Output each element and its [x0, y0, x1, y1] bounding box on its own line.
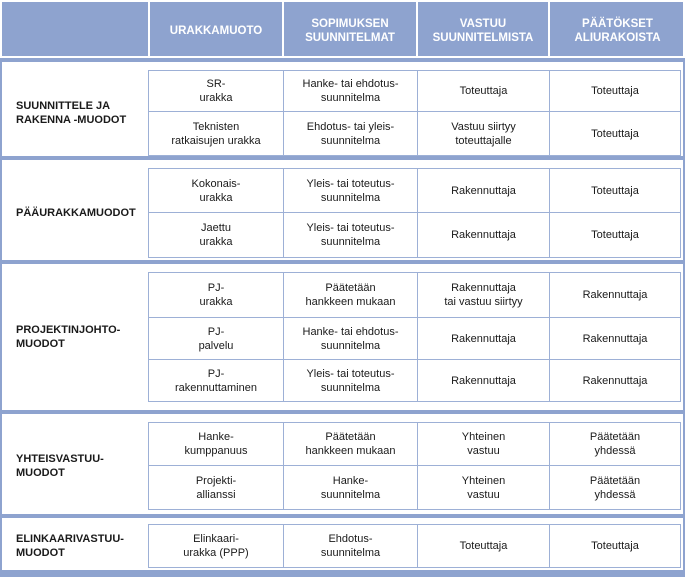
table-row	[148, 168, 681, 213]
cell-contract-plans: Hanke- tai ehdotus- suunnitelma	[283, 71, 417, 111]
table-row	[148, 524, 681, 568]
cell-contract-type: PJ- rakennuttaminen	[175, 367, 257, 394]
cell-contract-type: Jaettu urakka	[199, 222, 233, 248]
group-rows	[148, 168, 681, 258]
cell-plan-responsibility: Rakennuttaja	[417, 318, 549, 359]
cell-contract-plans: Päätetään hankkeen mukaan	[283, 273, 417, 317]
row-group	[0, 410, 685, 514]
cell-subcontract-decisions: Päätetään yhdessä	[549, 423, 680, 465]
cell-contract-type: SR- urakka	[199, 78, 233, 104]
row-group	[0, 156, 685, 260]
group-rows	[148, 524, 681, 568]
cell-subcontract-decisions: Rakennuttaja	[549, 360, 680, 401]
cell-subcontract-decisions: Toteuttaja	[549, 71, 680, 111]
cell-subcontract-decisions: Toteuttaja	[549, 112, 680, 155]
row-group	[0, 260, 685, 410]
cell-contract-plans: Ehdotus- tai yleis- suunnitelma	[283, 112, 417, 155]
cell-plan-responsibility: Toteuttaja	[417, 525, 549, 567]
cell-contract-type: Kokonais- urakka	[191, 177, 241, 204]
cell-plan-responsibility: Yhteinen vastuu	[417, 466, 549, 509]
cell-contract-type: Hanke- kumppanuus	[184, 431, 248, 457]
header-cell-group	[2, 2, 148, 60]
table-row	[148, 359, 681, 402]
header-cell-plan-responsibility: VASTUU SUUNNITELMISTA	[416, 2, 548, 60]
bottom-border	[0, 570, 685, 577]
cell-subcontract-decisions: Toteuttaja	[549, 213, 680, 257]
header-cell-contract-type: URAKKAMUOTO	[148, 2, 282, 60]
cell-subcontract-decisions: Toteuttaja	[549, 525, 680, 567]
cell-plan-responsibility: Rakennuttaja	[417, 360, 549, 401]
group-label: SUUNNITTELE JA RAKENNA -MUODOT	[16, 100, 127, 126]
cell-contract-type: Teknisten ratkaisujen urakka	[171, 120, 261, 147]
cell-subcontract-decisions: Päätetään yhdessä	[549, 466, 680, 509]
cell-contract-type: PJ- palvelu	[198, 325, 234, 352]
cell-subcontract-decisions: Rakennuttaja	[549, 273, 680, 317]
table-row	[148, 465, 681, 510]
cell-contract-plans: Hanke- tai ehdotus- suunnitelma	[283, 318, 417, 359]
cell-contract-type: Projekti- allianssi	[195, 474, 237, 501]
table-row	[148, 272, 681, 318]
cell-contract-type: PJ- urakka	[199, 282, 233, 308]
cell-plan-responsibility: Vastuu siirtyy toteuttajalle	[417, 112, 549, 155]
header-cell-subcontract-decisions: PÄÄTÖKSET ALIURAKOISTA	[548, 2, 685, 60]
table-row	[148, 422, 681, 466]
group-label: YHTEISVASTUU- MUODOT	[16, 453, 104, 479]
cell-plan-responsibility: Yhteinen vastuu	[417, 423, 549, 465]
cell-contract-plans: Päätetään hankkeen mukaan	[283, 423, 417, 465]
table-row	[148, 317, 681, 360]
cell-contract-type: Elinkaari- urakka (PPP)	[183, 533, 249, 559]
cell-plan-responsibility: Toteuttaja	[417, 71, 549, 111]
row-group	[0, 514, 685, 570]
group-rows	[148, 70, 681, 156]
table-row	[148, 111, 681, 156]
group-rows	[148, 422, 681, 510]
cell-subcontract-decisions: Toteuttaja	[549, 169, 680, 212]
group-label: PÄÄURAKKAMUODOT	[16, 207, 136, 219]
cell-contract-plans: Yleis- tai toteutus- suunnitelma	[283, 213, 417, 257]
cell-subcontract-decisions: Rakennuttaja	[549, 318, 680, 359]
group-label: ELINKAARIVASTUU- MUODOT	[16, 533, 124, 559]
row-group	[0, 58, 685, 156]
cell-contract-plans: Yleis- tai toteutus- suunnitelma	[283, 169, 417, 212]
cell-plan-responsibility: Rakennuttaja tai vastuu siirtyy	[417, 273, 549, 317]
cell-plan-responsibility: Rakennuttaja	[417, 213, 549, 257]
table-row	[148, 70, 681, 112]
cell-plan-responsibility: Rakennuttaja	[417, 169, 549, 212]
cell-contract-plans: Hanke- suunnitelma	[283, 466, 417, 509]
cell-contract-plans: Yleis- tai toteutus- suunnitelma	[283, 360, 417, 401]
table-header	[0, 0, 685, 58]
table-row	[148, 212, 681, 258]
header-cell-contract-plans: SOPIMUKSEN SUUNNITELMAT	[282, 2, 416, 60]
group-rows	[148, 272, 681, 402]
cell-contract-plans: Ehdotus- suunnitelma	[283, 525, 417, 567]
group-label: PROJEKTINJOHTO- MUODOT	[16, 324, 121, 350]
